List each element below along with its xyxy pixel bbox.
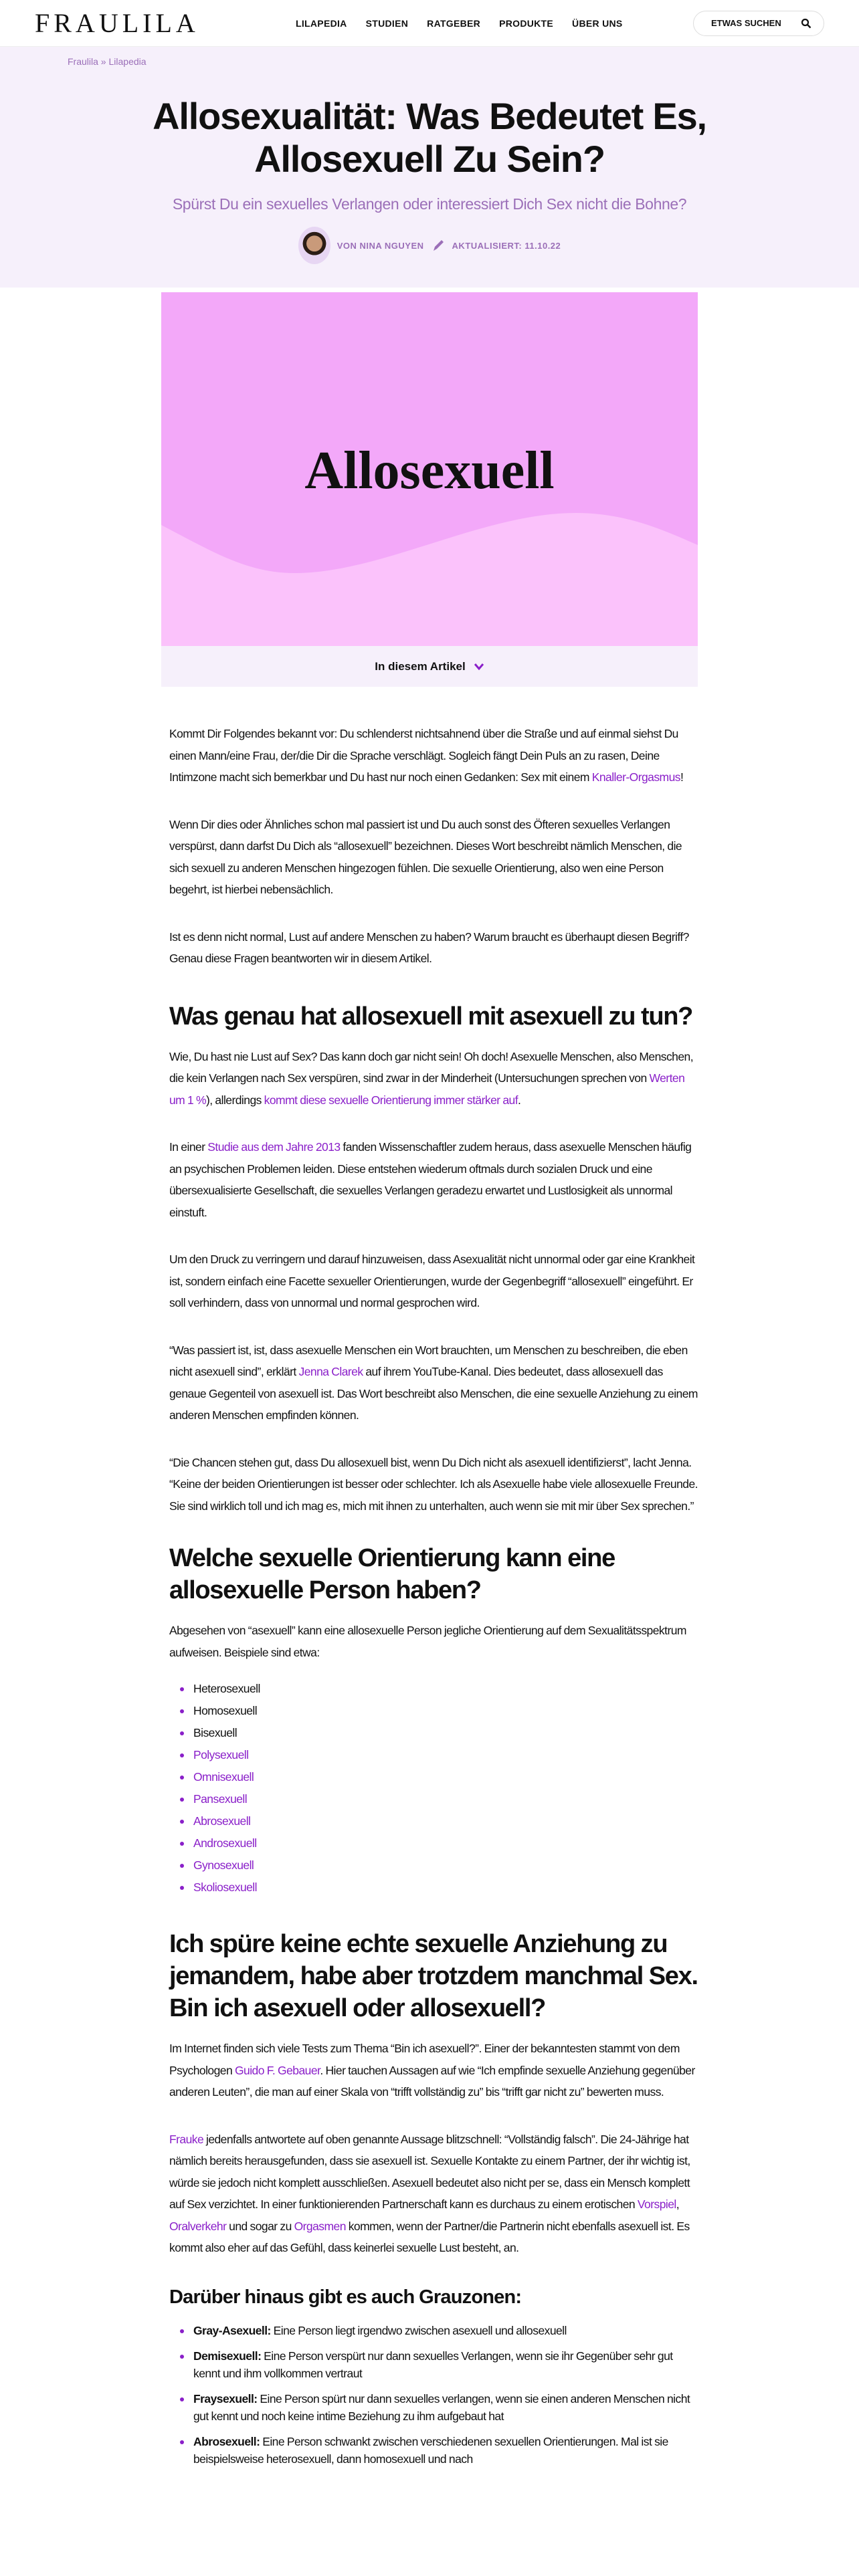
section-heading: Welche sexuelle Orientierung kann eine allosexuelle Person haben?: [169, 1544, 615, 1604]
orientation-item: Heterosexuell: [193, 1682, 260, 1695]
toc-label: In diesem Artikel: [375, 659, 466, 673]
article-body: [169, 687, 699, 2468]
feature-image: [161, 292, 698, 646]
table-of-contents-toggle[interactable]: [161, 646, 698, 687]
link-guido-gebauer[interactable]: Guido F. Gebauer: [234, 2063, 320, 2077]
site-logo[interactable]: FRAULILA: [35, 8, 199, 38]
paragraph: Im Internet finden sich viele Tests zum Thema “Bin ich asexuell?”. Einer der bekanntesten stammt von dem Psychologen Guido F. Gebauer. Hier tauchen Aussagen auf wie “Ich empfinde sexuelle Anziehung gegenüber anderen Leuten”, die man auf einer Skala von “trifft vollständig zu” bis “trifft gar nicht zu” bewerten muss.: [169, 2042, 695, 2099]
list-item: [193, 1678, 699, 1700]
list-item: [193, 1832, 699, 1854]
title-line-1: Allosexualität: Was Bedeutet Es,: [153, 95, 706, 137]
orientation-item[interactable]: Gynosexuell: [193, 1858, 254, 1872]
breadcrumb-separator: »: [98, 56, 109, 67]
paragraph: Abgesehen von “asexuell” kann eine allosexuelle Person jegliche Orientierung auf dem Sexualitätsspektrum aufweisen. Beispiele sind etwa:: [169, 1624, 686, 1659]
orientation-item: Bisexuell: [193, 1726, 237, 1739]
grayzone-term: Demisexuell:: [193, 2349, 262, 2363]
orientation-item[interactable]: Polysexuell: [193, 1748, 249, 1761]
search-input[interactable]: [693, 11, 824, 36]
author-link[interactable]: VON NINA NGUYEN: [337, 240, 424, 251]
list-item: [193, 1810, 699, 1832]
nav-studien[interactable]: STUDIEN: [365, 17, 409, 29]
list-item: [193, 1766, 699, 1788]
paragraph: Frauke jedenfalls antwortete auf oben genannte Aussage blitzschnell: “Vollständig falsch”. Die 24-Jährige hat nämlich bereits herausgefunden, dass sie asexuell ist. Sexuelle Kontakte zu einem Partner, der ihr wichtig ist, würde sie jedoch nicht komplett ausschließen. Asexuell bedeutet also nicht per se, dass ein Mensch komplett auf Sex verzichtet. In einer funktionierenden Partnerschaft kann es durchaus zu einem erotischen Vorspiel, Oralverkehr und sogar zu Orgasmen kommen, wenn der Partner/die Partnerin nicht ebenfalls asexuell ist. Es kommt also eher auf das Gefühl, dass keinerlei sexuelle Lust besteht, an.: [169, 2132, 690, 2254]
section-heading: Was genau hat allosexuell mit asexuell zu tun?: [169, 1002, 693, 1031]
paragraph: Wenn Dir dies oder Ähnliches schon mal passiert ist und Du auch sonst des Öfteren sexuelles Verlangen verspürst, dann darfst Du Dich als “allosexuell” bezeichnen. Dieses Wort beschreibt nämlich Menschen, die sich sexuell zu anderen Menschen hingezogen fühlen. Die sexuelle Orientierung, also wen eine Person begehrt, ist hierbei nebensächlich.: [169, 817, 682, 896]
orientation-item[interactable]: Skoliosexuell: [193, 1881, 257, 1894]
list-item: [193, 1788, 699, 1810]
grayzone-description: Eine Person schwankt zwischen verschiedenen sexuellen Orientierungen. Mal ist sie beispielsweise heterosexuell, dann homosexuell und nach: [193, 2434, 668, 2466]
title-line-2: Allosexuell Zu Sein?: [254, 138, 605, 180]
link-frauke[interactable]: Frauke: [169, 2132, 204, 2146]
feature-image-text: Allosexuell: [304, 441, 555, 500]
article-meta: [0, 227, 859, 264]
orientation-item[interactable]: Omnisexuell: [193, 1770, 254, 1784]
orientation-list: [169, 1678, 699, 1899]
paragraph: Ist es denn nicht normal, Lust auf andere Menschen zu haben? Warum braucht es überhaupt diesen Begriff? Genau diese Fragen beantworten wir in diesem Artikel.: [169, 930, 689, 965]
author-avatar[interactable]: [298, 227, 330, 264]
subsection-heading: Darüber hinaus gibt es auch Grauzonen:: [169, 2286, 522, 2308]
paragraph: “Was passiert ist, ist, dass asexuelle Menschen ein Wort brauchten, um Menschen zu beschreiben, die eben nicht asexuell sind”, erklärt Jenna Clarek auf ihrem YouTube-Kanal. Dies bedeutet, dass allosexuell das genaue Gegenteil von asexuell ist. Das Wort beschreibt also Menschen, die eine sexuelle Anziehung zu einem anderen Menschen empfinden können.: [169, 1343, 698, 1422]
list-item: [193, 1744, 699, 1766]
grayzone-term: Gray-Asexuell:: [193, 2323, 271, 2337]
search-icon[interactable]: [801, 18, 812, 29]
link-orgasmen[interactable]: Orgasmen: [294, 2219, 346, 2233]
link-vorspiel[interactable]: Vorspiel: [637, 2197, 676, 2211]
search-placeholder: ETWAS SUCHEN: [711, 18, 781, 28]
paragraph: In einer Studie aus dem Jahre 2013 fanden Wissenschaftler zudem heraus, dass asexuelle Menschen häufig an psychischen Problemen leiden. Diese entstehen wiederum oftmals durch sozialen Druck und eine übersexualisierte Gesellschaft, die sexuelles Verlangen geradezu erwartet und Lustlosigkeit als unnormal einstuft.: [169, 1140, 692, 1219]
link-knaller-orgasmus[interactable]: Knaller-Orgasmus: [591, 770, 680, 784]
list-item: [193, 2322, 699, 2339]
paragraph: Um den Druck zu verringern und darauf hinzuweisen, dass Asexualität nicht unnormal oder gar eine Krankheit ist, sondern einfach eine Facette sexueller Orientierungen, wurde der Gegenbegriff “allosexuell” eingeführt. Er soll verhindern, dass von unnormal und normal gesprochen wird.: [169, 1253, 695, 1309]
nav-produkte[interactable]: PRODUKTE: [499, 17, 554, 29]
paragraph: Wie, Du hast nie Lust auf Sex? Das kann doch gar nicht sein! Oh doch! Asexuelle Menschen, also Menschen, die kein Verlangen nach Sex verspüren, sind zwar in der Minderheit (Untersuchungen sprechen von Werten um 1 %), allerdings kommt diese sexuelle Orientierung immer stärker auf.: [169, 1049, 694, 1107]
list-item: [193, 1722, 699, 1744]
site-header: [0, 0, 859, 47]
orientation-item[interactable]: Androsexuell: [193, 1836, 257, 1850]
nav-ueber-uns[interactable]: ÜBER UNS: [572, 17, 623, 29]
breadcrumb: [68, 56, 147, 67]
list-item: [193, 1700, 699, 1722]
main-nav: [296, 18, 623, 29]
paragraph: “Die Chancen stehen gut, dass Du allosexuell bist, wenn Du Dich nicht als asexuell identifizierst”, lacht Jenna. “Keine der beiden Orientierungen ist besser oder schlechter. Ich als Asexuelle habe viele allosexuelle Freunde. Sie sind wirklich toll und ich mag es, mich mit ihnen zu unterhalten, auch wenn sie mit mir über Sex sprechen.”: [169, 1455, 698, 1513]
orientation-item[interactable]: Abrosexuell: [193, 1814, 251, 1828]
orientation-item: Homosexuell: [193, 1704, 258, 1717]
link-werten[interactable]: Werten um 1 %: [169, 1071, 685, 1107]
updated-date: AKTUALISIERT: 11.10.22: [452, 240, 561, 251]
article-hero: [0, 47, 859, 288]
page-title: [0, 47, 859, 181]
section-heading: Ich spüre keine echte sexuelle Anziehung zu jemandem, habe aber trotzdem manchmal Sex. Bin ich asexuell oder allosexuell?: [169, 1930, 698, 2022]
paragraph: Kommt Dir Folgendes bekannt vor: Du schlenderst nichtsahnend über die Straße und auf einmal siehst Du einen Mann/eine Frau, der/die Dir die Sprache verschlägt. Sogleich fängt Dein Puls an zu rasen, Deine Intimzone macht sich bemerkbar und Du hast nur noch einen Gedanken: Sex mit einem Knaller-Orgasmus!: [169, 727, 684, 784]
pen-icon: [431, 238, 446, 253]
list-item: [193, 2347, 699, 2382]
list-item: [193, 1854, 699, 1876]
grayzone-description: Eine Person verspürt nur dann sexuelles Verlangen, wenn sie ihr Gegenüber sehr gut kennt und ihm vollkommen vertraut: [193, 2349, 673, 2380]
page-subtitle: Spürst Du ein sexuelles Verlangen oder interessiert Dich Sex nicht die Bohne?: [172, 195, 687, 213]
chevron-down-icon: [474, 663, 484, 671]
nav-ratgeber[interactable]: RATGEBER: [427, 17, 481, 29]
breadcrumb-lilapedia[interactable]: Lilapedia: [108, 56, 147, 67]
list-item: [193, 2433, 699, 2468]
grayzone-description: Eine Person spürt nur dann sexuelles verlangen, wenn sie einen anderen Menschen nicht gut kennt und noch keine intime Beziehung zu ihm aufgebaut hat: [193, 2391, 690, 2423]
list-item: [193, 2390, 699, 2425]
orientation-item[interactable]: Pansexuell: [193, 1792, 248, 1806]
list-item: [193, 1876, 699, 1899]
grayzone-term: Abrosexuell:: [193, 2434, 260, 2448]
grayzone-list: [169, 2322, 699, 2468]
grayzone-description: Eine Person liegt irgendwo zwischen asexuell und allosexuell: [270, 2323, 567, 2337]
link-studie-2013[interactable]: Studie aus dem Jahre 2013: [207, 1140, 341, 1154]
grayzone-term: Fraysexuell:: [193, 2391, 258, 2405]
breadcrumb-home[interactable]: Fraulila: [68, 56, 98, 67]
nav-lilapedia[interactable]: LILAPEDIA: [296, 17, 347, 29]
link-orientierung[interactable]: kommt diese sexuelle Orientierung immer stärker auf: [264, 1093, 518, 1107]
link-oralverkehr[interactable]: Oralverkehr: [169, 2219, 227, 2233]
link-jenna-clarek[interactable]: Jenna Clarek: [298, 1365, 363, 1378]
